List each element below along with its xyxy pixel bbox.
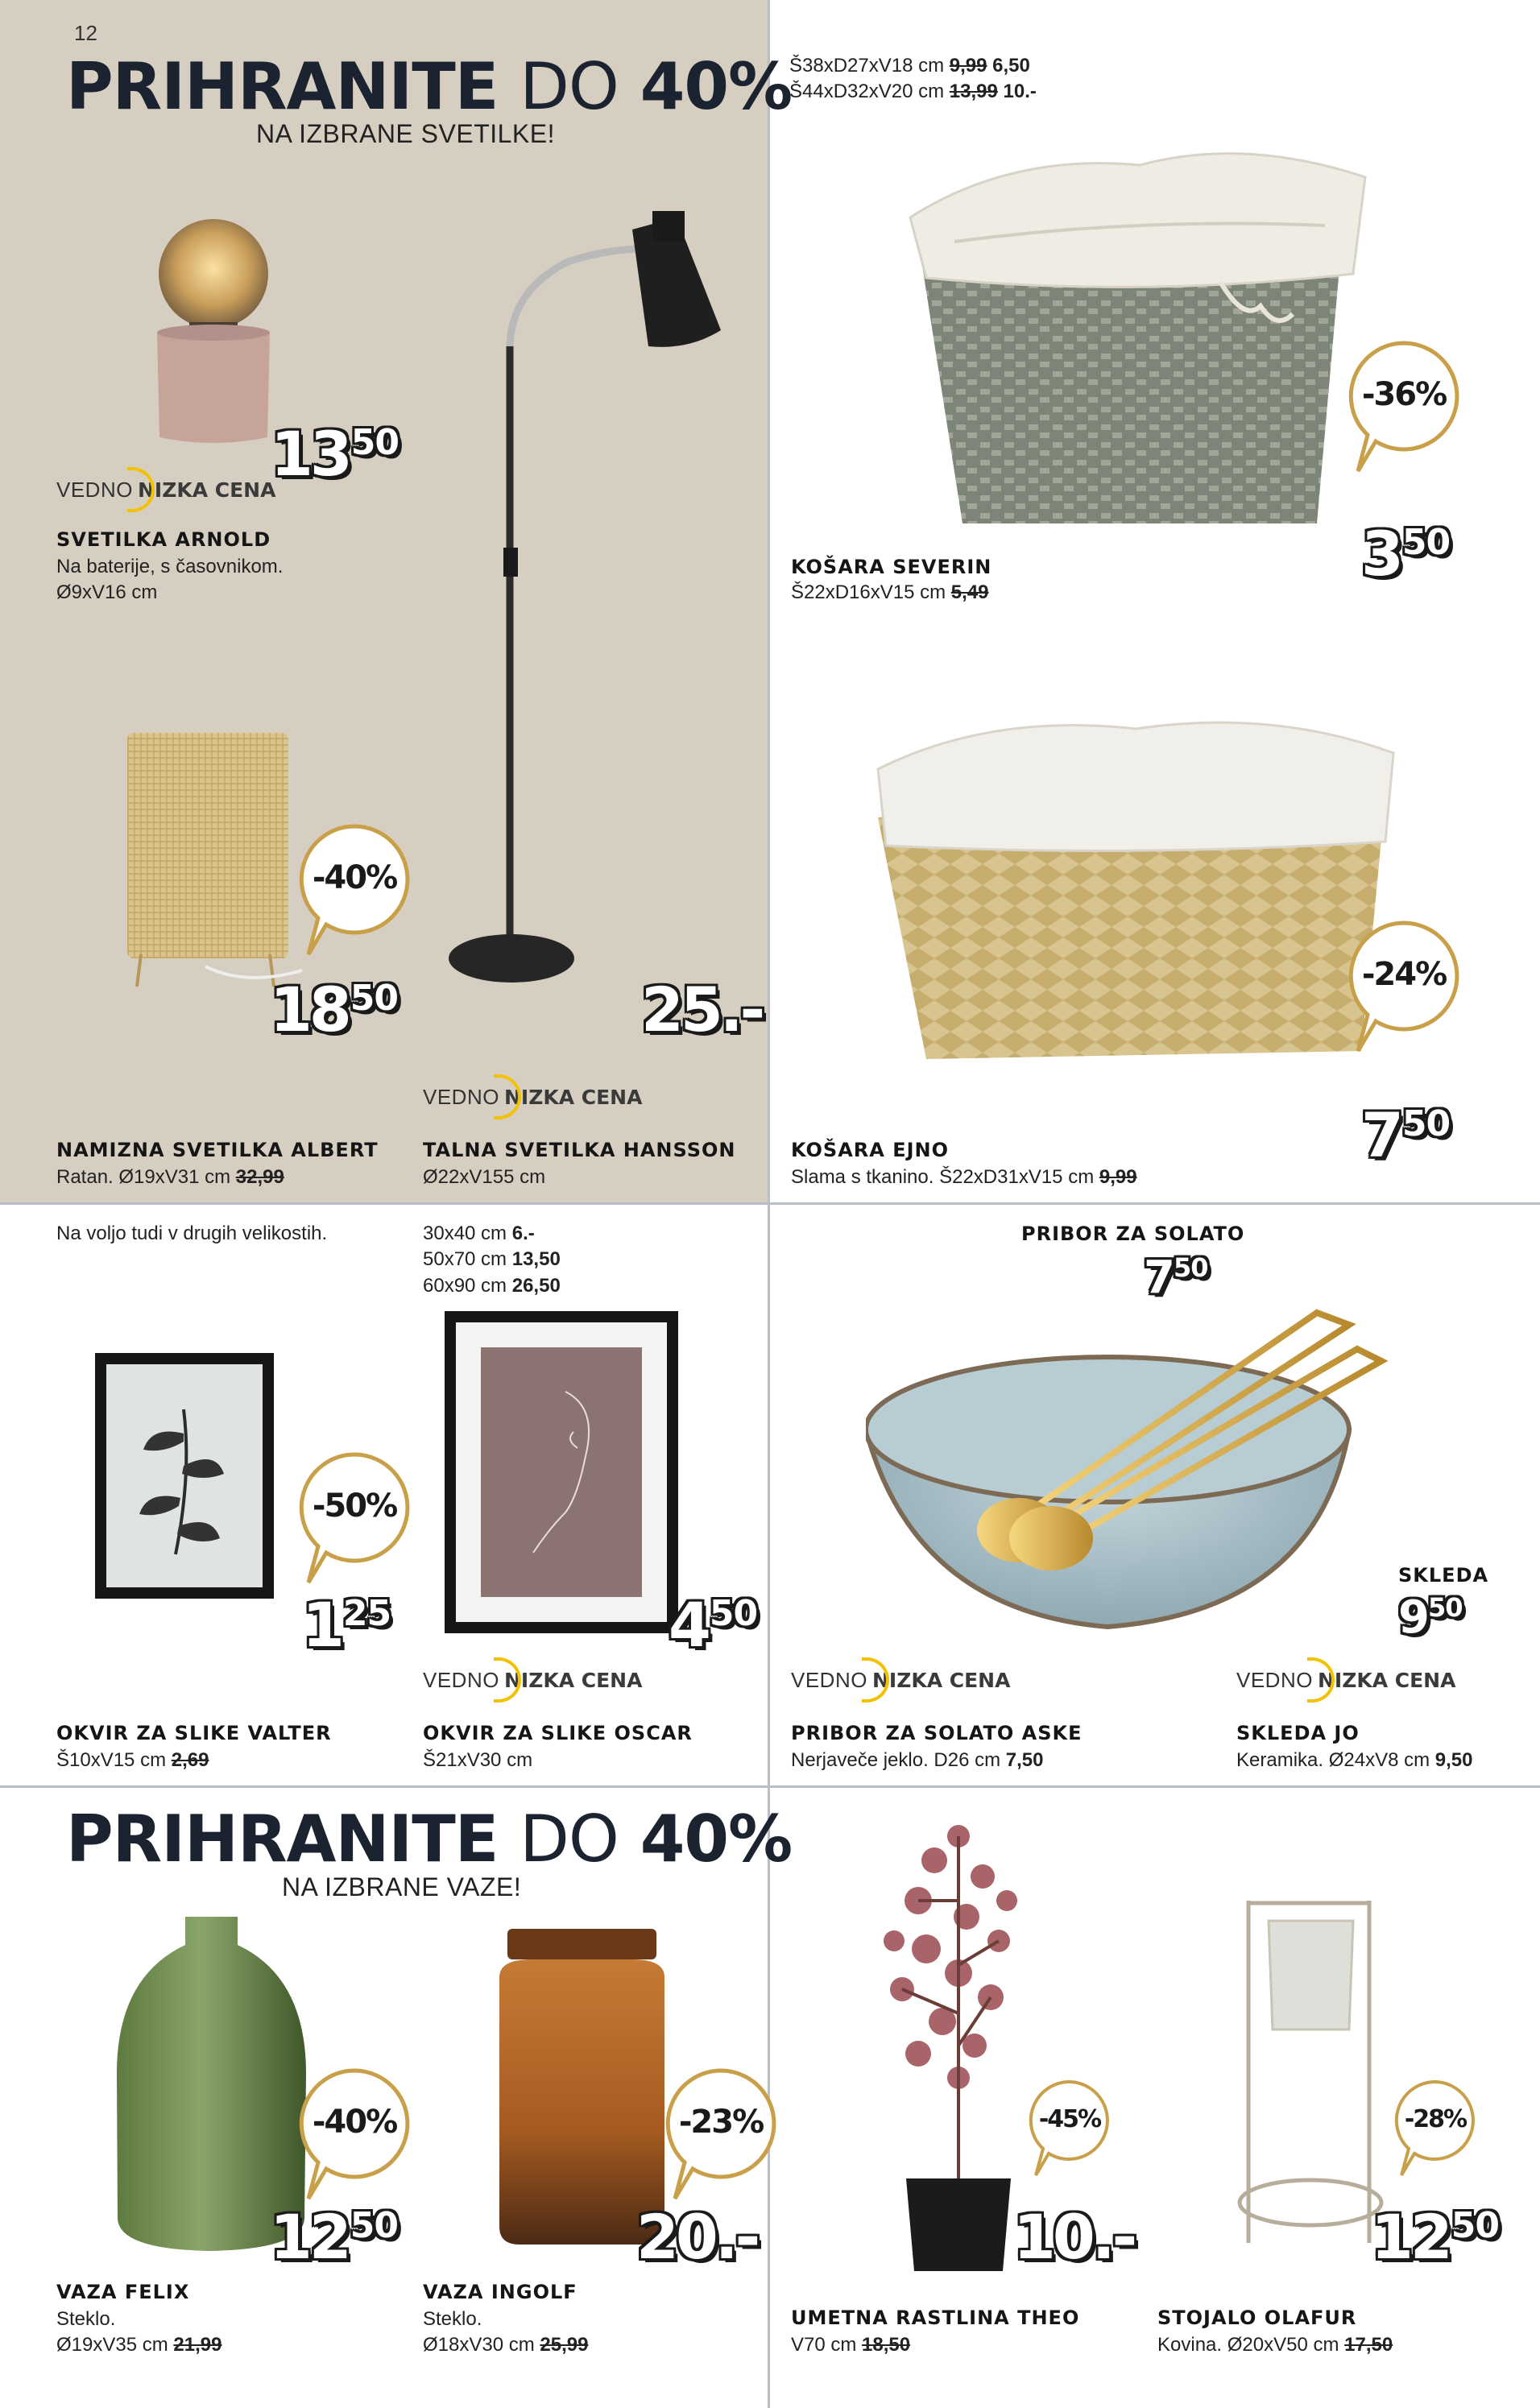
albert-desc: Ratan. Ø19xV31 cm 32,99 bbox=[56, 1166, 284, 1188]
severin-discount-badge: -36% bbox=[1343, 338, 1464, 475]
hansson-name: TALNA SVETILKA HANSSON bbox=[423, 1139, 736, 1161]
severin-basket-image bbox=[906, 121, 1373, 540]
jo-desc: Keramika. Ø24xV8 cm 9,50 bbox=[1236, 1749, 1473, 1771]
theo-desc: V70 cm 18,50 bbox=[791, 2334, 911, 2356]
severin-variants: Š38xD27xV18 cm 9,99 6,50 Š44xD32xV20 cm 13,99 10.- bbox=[789, 55, 1037, 103]
vedno-nizka-cena-arnold: VEDNO NIZKA CENA bbox=[56, 465, 275, 514]
arnold-lamp-image bbox=[145, 213, 282, 447]
valter-desc: Š10xV15 cm 2,69 bbox=[56, 1749, 209, 1771]
promo-subline-top: NA IZBRANE SVETILKE! bbox=[256, 119, 555, 148]
promo-headline-bold: PRIHRANITE bbox=[66, 49, 499, 124]
albert-price: $18^{50}$ bbox=[270, 974, 398, 1045]
promo-headline-pct-2: 40% bbox=[640, 1802, 793, 1876]
theo-name: UMETNA RASTLINA THEO bbox=[791, 2307, 1080, 2329]
felix-price: $12^{50}$ bbox=[270, 2201, 398, 2273]
ejno-desc: Slama s tkanino. Š22xD31xV15 cm 9,99 bbox=[791, 1166, 1137, 1188]
severin-name: KOŠARA SEVERIN bbox=[791, 556, 992, 578]
ejno-price: $7^{50}$ bbox=[1361, 1099, 1451, 1171]
hansson-desc: Ø22xV155 cm bbox=[423, 1166, 546, 1188]
olafur-stand-image bbox=[1236, 1897, 1397, 2247]
arnold-name: SVETILKA ARNOLD bbox=[56, 528, 271, 551]
severin-price: $3^{50}$ bbox=[1361, 518, 1451, 590]
olafur-name: STOJALO OLAFUR bbox=[1157, 2307, 1357, 2329]
arnold-desc: Na baterije, s časovnikom. Ø9xV16 cm bbox=[56, 556, 284, 604]
aske-desc: Nerjaveče jeklo. D26 cm 7,50 bbox=[791, 1749, 1044, 1771]
vedno-nizka-cena-hansson: VEDNO NIZKA CENA bbox=[423, 1073, 642, 1121]
divider-row-1 bbox=[0, 1202, 1540, 1205]
hansson-lamp-image bbox=[447, 201, 733, 999]
ejno-basket-image bbox=[870, 697, 1401, 1075]
oscar-frame-image bbox=[445, 1311, 680, 1635]
oscar-price: $4^{50}$ bbox=[669, 1589, 758, 1661]
vedno-nizka-cena-oscar: VEDNO NIZKA CENA bbox=[423, 1656, 642, 1704]
jo-name: SKLEDA JO bbox=[1236, 1722, 1360, 1744]
ingolf-desc: Steklo. Ø18xV30 cm 25,99 bbox=[423, 2308, 589, 2356]
oscar-sizes: 30x40 cm 6.- 50x70 cm 13,50 60x90 cm 26,50 bbox=[423, 1223, 561, 1297]
theo-discount-badge: -45% bbox=[1025, 2078, 1114, 2178]
oscar-desc: Š21xV30 cm bbox=[423, 1749, 533, 1771]
severin-desc: Š22xD16xV15 cm 5,49 bbox=[791, 581, 989, 603]
valter-note: Na voljo tudi v drugih velikostih. bbox=[56, 1223, 328, 1244]
felix-discount-badge: -40% bbox=[294, 2066, 415, 2203]
theo-price: 10.- bbox=[1013, 2201, 1135, 2273]
hansson-price: 25.- bbox=[641, 974, 763, 1045]
olafur-desc: Kovina. Ø20xV50 cm 17,50 bbox=[1157, 2334, 1393, 2356]
ingolf-name: VAZA INGOLF bbox=[423, 2281, 578, 2303]
promo-subline-bottom: NA IZBRANE VAZE! bbox=[282, 1872, 522, 1901]
ingolf-discount-badge: -23% bbox=[660, 2066, 781, 2203]
olafur-discount-badge: -28% bbox=[1391, 2078, 1480, 2178]
valter-name: OKVIR ZA SLIKE VALTER bbox=[56, 1722, 332, 1744]
aske-header: PRIBOR ZA SOLATO bbox=[1021, 1223, 1245, 1245]
albert-lamp-image bbox=[125, 729, 306, 991]
jo-header: SKLEDA bbox=[1398, 1564, 1489, 1587]
arnold-price: $13^{50}$ bbox=[271, 418, 399, 490]
valter-discount-badge: -50% bbox=[294, 1450, 415, 1587]
promo-headline-bold-2: PRIHRANITE bbox=[66, 1802, 499, 1876]
promo-headline-thin-2: DO bbox=[520, 1802, 619, 1876]
oscar-name: OKVIR ZA SLIKE OSCAR bbox=[423, 1722, 693, 1744]
olafur-price: $12^{50}$ bbox=[1371, 2201, 1499, 2273]
valter-price: $1^{25}$ bbox=[302, 1589, 391, 1661]
promo-headline-thin: DO bbox=[520, 49, 619, 124]
vedno-nizka-cena-aske: VEDNO NIZKA CENA bbox=[791, 1656, 1010, 1704]
divider-row-2 bbox=[0, 1785, 1540, 1788]
jo-bowl-and-aske-servers-image bbox=[866, 1289, 1430, 1635]
albert-name: NAMIZNA SVETILKA ALBERT bbox=[56, 1139, 379, 1161]
promo-headline-top bbox=[66, 49, 793, 124]
ejno-name: KOŠARA EJNO bbox=[791, 1139, 950, 1161]
ejno-discount-badge: -24% bbox=[1343, 918, 1464, 1055]
promo-headline-pct: 40% bbox=[640, 49, 793, 124]
felix-name: VAZA FELIX bbox=[56, 2281, 190, 2303]
aske-name: PRIBOR ZA SOLATO ASKE bbox=[791, 1722, 1083, 1744]
promo-headline-bottom bbox=[66, 1802, 793, 1876]
vedno-nizka-cena-jo: VEDNO NIZKA CENA bbox=[1236, 1656, 1455, 1704]
albert-discount-badge: -40% bbox=[294, 821, 415, 958]
aske-header-price: $7^{50}$ bbox=[1144, 1252, 1208, 1304]
ingolf-vase-image bbox=[483, 1929, 681, 2247]
jo-header-price: $9^{50}$ bbox=[1398, 1591, 1463, 1644]
felix-desc: Steklo. Ø19xV35 cm 21,99 bbox=[56, 2308, 222, 2356]
page-number: 12 bbox=[74, 21, 97, 45]
ingolf-price: 20.- bbox=[636, 2201, 758, 2273]
valter-frame-image bbox=[95, 1353, 276, 1603]
